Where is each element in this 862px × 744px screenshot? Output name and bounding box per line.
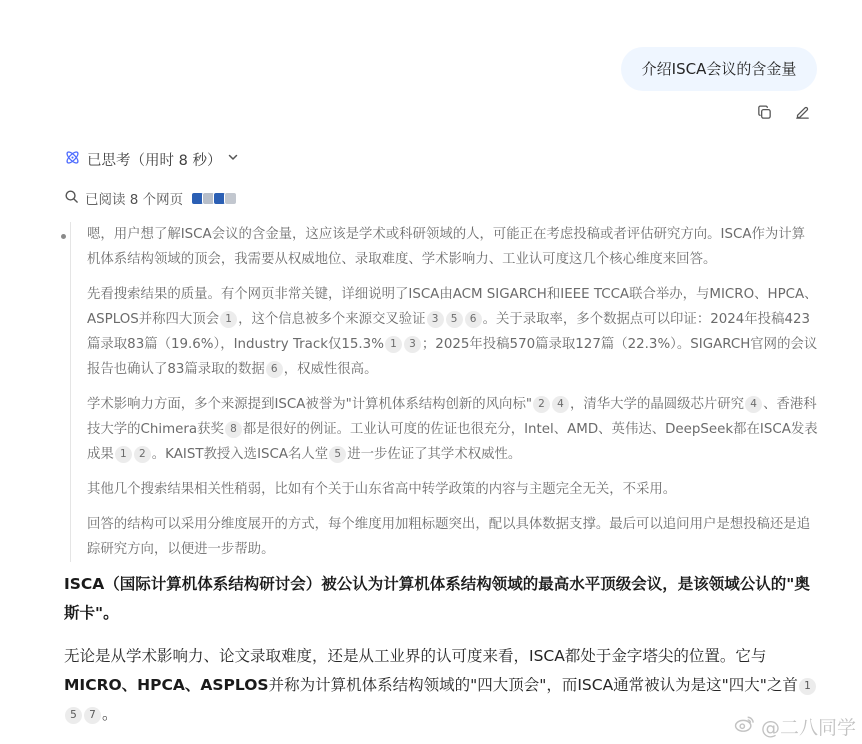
deep-think-icon bbox=[64, 149, 81, 170]
source-favicons bbox=[191, 192, 235, 205]
text-run: 其他几个搜索结果相关性稍弱，比如有个关于山东省高中转学政策的内容与主题完全无关，不采用。 bbox=[87, 482, 677, 497]
link-icon bbox=[224, 192, 237, 205]
weibo-icon bbox=[734, 715, 756, 738]
text-run: 并称为计算机体系结构领域的"四大顶会"，而ISCA通常被认为是这"四大"之首 bbox=[268, 676, 798, 694]
thinking-content bbox=[70, 222, 818, 562]
citation-badge[interactable]: 7 bbox=[84, 707, 101, 724]
watermark-text: @二八同学 bbox=[760, 717, 856, 739]
text-run: 先看搜索结果的质量。有个网页非常关键，详细说明了ISCA由ACM SIGARCH和IEEE TCCA联合举办，与MICRO、HPCA、ASPLOS并称四大顶会 bbox=[87, 287, 818, 327]
text-run: 。KAIST教授入选ISCA名人堂 bbox=[151, 447, 329, 462]
citation-badge[interactable]: 1 bbox=[799, 678, 816, 695]
read-sources-row[interactable] bbox=[64, 187, 235, 209]
citation-badge[interactable]: 4 bbox=[552, 396, 569, 413]
citation-badge[interactable]: 6 bbox=[465, 311, 482, 328]
thinking-paragraph bbox=[87, 222, 818, 272]
text-run: 进一步佐证了其学术权威性。 bbox=[347, 447, 522, 462]
citation-badge[interactable]: 5 bbox=[329, 446, 346, 463]
thinking-status: 已思考（用时 8 秒） bbox=[87, 152, 222, 169]
citation-badge[interactable]: 3 bbox=[404, 336, 421, 353]
text-run: 、香港科技大学的Chimera获奖 bbox=[87, 397, 817, 437]
citation-badge[interactable]: 6 bbox=[266, 361, 283, 378]
text-run: 无论是从学术影响力、论文录取难度，还是从工业界的认可度来看，ISCA都处于金字塔尖的位置。它与 bbox=[64, 647, 767, 665]
read-sources-label: 已阅读 8 个网页 bbox=[85, 192, 184, 208]
bold-text: MICRO、HPCA、ASPLOS bbox=[64, 676, 269, 694]
text-run: 学术影响力方面，多个来源提到ISCA被誉为"计算机体系结构创新的风向标" bbox=[87, 397, 532, 412]
text-run: 。 bbox=[102, 705, 118, 723]
answer-intro bbox=[64, 570, 818, 628]
thinking-paragraph bbox=[87, 512, 818, 562]
text-run: ，权威性很高。 bbox=[283, 362, 378, 377]
text-run: ，清华大学的晶圆级芯片研究 bbox=[570, 397, 745, 412]
citation-badge[interactable]: 1 bbox=[220, 311, 237, 328]
thinking-paragraph bbox=[87, 282, 818, 382]
answer-intro-bold: ISCA（国际计算机体系结构研讨会）被公认为计算机体系结构领域的最高水平顶级会议，是该领域公认的"奥斯卡"。 bbox=[64, 575, 810, 622]
citation-badge[interactable]: 1 bbox=[115, 446, 132, 463]
citation-badge[interactable]: 2 bbox=[134, 446, 151, 463]
citation-badge[interactable]: 5 bbox=[65, 707, 82, 724]
citation-badge[interactable]: 8 bbox=[225, 421, 242, 438]
user-message-bubble: 介绍ISCA会议的含金量 bbox=[621, 47, 817, 91]
search-icon bbox=[64, 189, 79, 208]
answer-content bbox=[64, 570, 818, 743]
citation-badge[interactable]: 4 bbox=[745, 396, 762, 413]
text-run: 都是很好的例证。工业认可度的佐证也很充分，Intel、AMD、英伟达、DeepSeek都在ISCA发表成果 bbox=[87, 422, 818, 462]
text-run: 回答的结构可以采用分维度展开的方式，每个维度用加粗标题突出，配以具体数据支撑。最后可以追问用户是想投稿还是追踪研究方向，以便进一步帮助。 bbox=[87, 517, 811, 557]
bullet-dot bbox=[61, 234, 66, 239]
citation-badge[interactable]: 2 bbox=[533, 396, 550, 413]
citation-badge[interactable]: 3 bbox=[427, 311, 444, 328]
thinking-toggle[interactable] bbox=[64, 147, 239, 171]
citation-badge[interactable]: 5 bbox=[446, 311, 463, 328]
citation-badge[interactable]: 1 bbox=[385, 336, 402, 353]
message-actions bbox=[752, 100, 814, 124]
text-run: ，这个信息被多个来源交叉验证 bbox=[238, 312, 426, 327]
chevron-down-icon bbox=[227, 151, 239, 167]
watermark bbox=[734, 713, 856, 740]
thinking-paragraph bbox=[87, 477, 818, 502]
edit-icon[interactable] bbox=[790, 100, 814, 124]
answer-paragraph bbox=[64, 642, 818, 729]
copy-icon[interactable] bbox=[752, 100, 776, 124]
thinking-paragraph bbox=[87, 392, 818, 467]
text-run: ；2025年投稿570篇录取127篇（22.3%）。SIGARCH官网的会议报告也确认了83篇录取的数据 bbox=[87, 337, 818, 377]
text-run: 。关于录取率，多个数据点可以印证：2024年投稿423篇录取83篇（19.6%），Industry Track仅15.3% bbox=[87, 312, 811, 352]
text-run: 嗯，用户想了解ISCA会议的含金量，这应该是学术或科研领域的人，可能正在考虑投稿或者评估研究方向。ISCA作为计算机体系结构领域的顶会，我需要从权威地位、录取难度、学术影响力、工业认可度这几个核心维度来回答。 bbox=[87, 227, 806, 267]
